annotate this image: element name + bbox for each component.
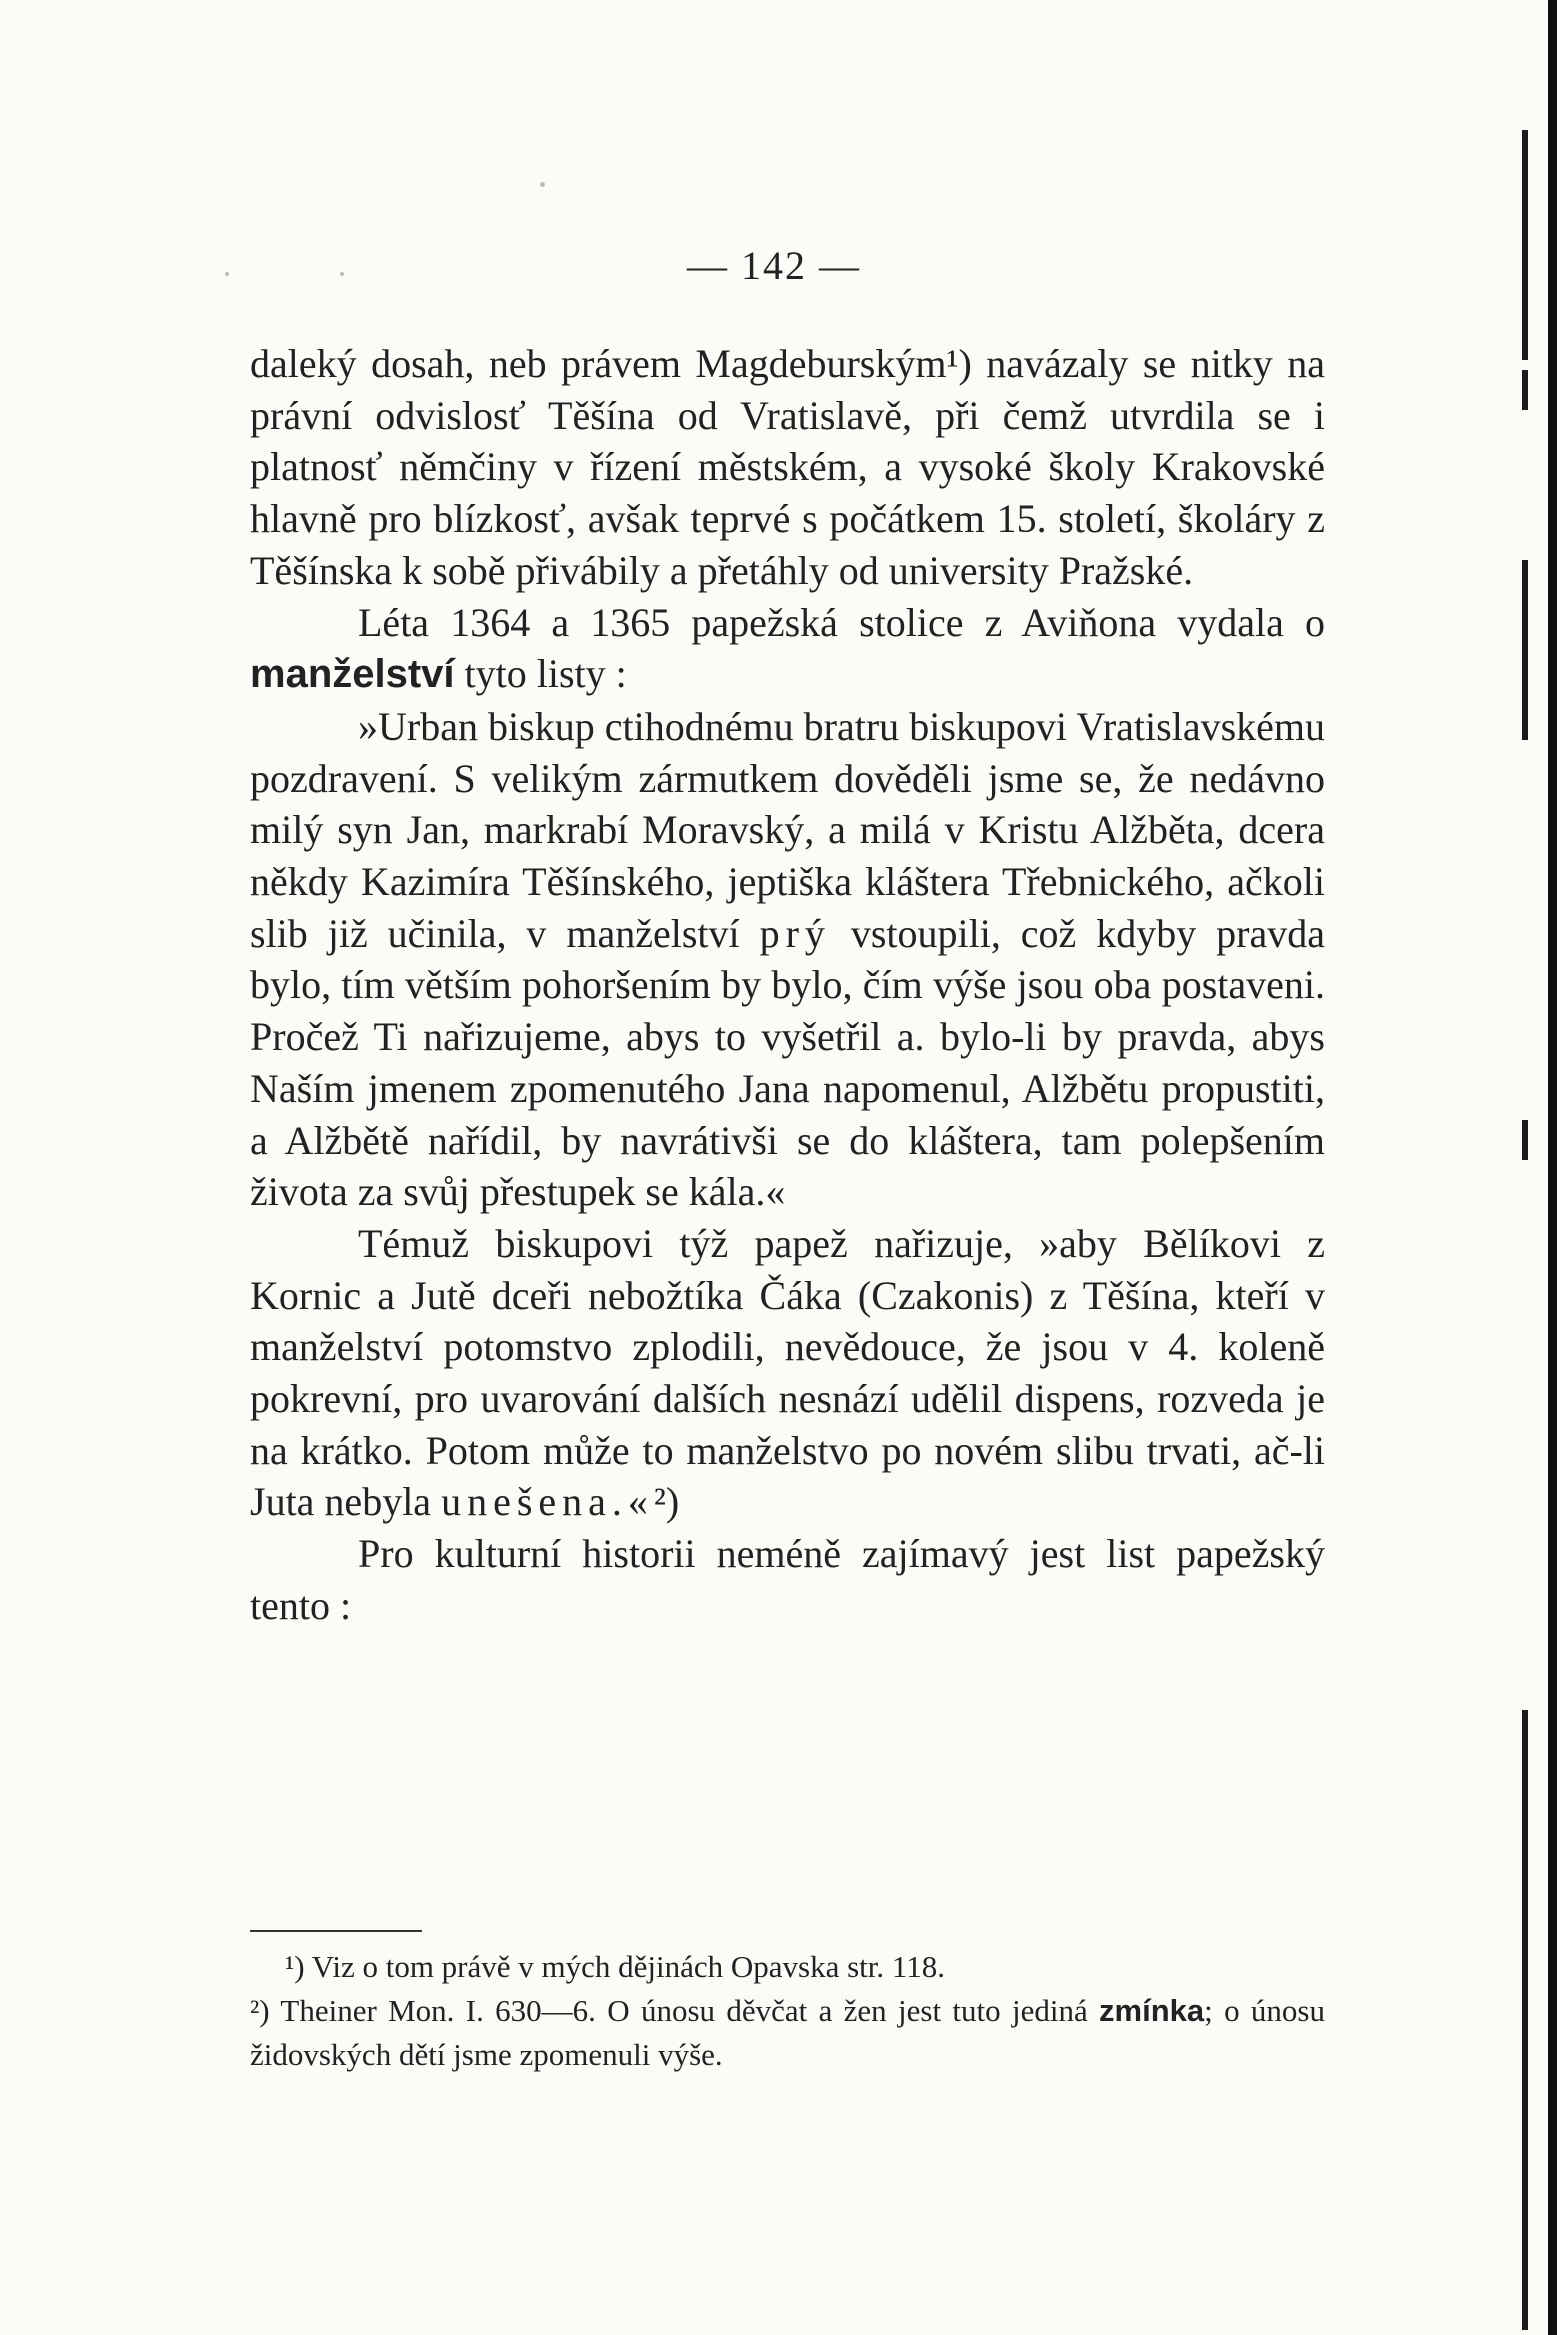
- paragraph-2: [250, 597, 1325, 701]
- paragraph-2-bold-word: manželství: [250, 652, 455, 697]
- scan-edge-mark: [1522, 1710, 1528, 2330]
- paragraph-2-start: Léta 1364 a 1365 papežská stolice z Aviňona vydala o: [358, 599, 1325, 645]
- paragraph-4-start: Témuž biskupovi týž papež nařizuje, »aby Bělíkovi z Kornic a Jutě dceři nebožtíka Čáka (Czakonis) z Těšína, kteří v manželství potomstvo zplodili, nevědouce, že jsou v 4. koleně pokrevní, pro uvarování dalších nesnází udělil dispens, rozveda je na krátko. Potom může to manželstvo po novém slibu trvati, ač-li Juta nebyla: [250, 1220, 1325, 1525]
- scan-edge-mark: [1522, 1120, 1528, 1160]
- paragraph-2-end: tyto listy :: [454, 651, 627, 697]
- paragraph-5: Pro kulturní historii neméně zajímavý jest list papežský tento :: [250, 1531, 1325, 1628]
- footnote-1: ¹) Viz o tom právě v mých dějinách Opavska str. 118.: [285, 1949, 946, 1984]
- scan-edge-mark: [1522, 130, 1528, 360]
- footnote-divider: [250, 1930, 422, 1932]
- footnotes: [250, 1945, 1325, 2077]
- scan-edge-mark: [1522, 560, 1528, 740]
- footnote-2-end: ; o únosu židovských dětí jsme zpomenuli výše.: [250, 1993, 1325, 2072]
- page-number: — 142 —: [687, 243, 861, 288]
- scan-edge-mark: [1522, 370, 1528, 410]
- footnote-2-bold-word: zmínka: [1099, 1993, 1205, 2028]
- paragraph-3-start: »Urban biskup ctihodnému bratru biskupovi Vratislavskému pozdravení. S velikým zármutkem dověděli jsme se, že nedávno milý syn Jan, markrabí Moravský, a milá v Kristu Alžběta, dcera někdy Kazimíra Těšínského, jeptiška kláštera Třebnického, ačkoli slib již učinila, v manželství: [250, 703, 1325, 956]
- paragraph-1: daleký dosah, neb právem Magdeburským¹) navázaly se nitky na právní odvislosť Těšína od Vratislavě, při čemž utvrdila se i platnosť němčiny v řízení městském, a vysoké školy Krakovské hlavně pro blízkosť, avšak teprvé s počátkem 15. století, školáry z Těšínska k sobě přivábily a přetáhly od university Pražské.: [250, 341, 1325, 593]
- paragraph-3-spaced-word: prý: [759, 910, 831, 956]
- paragraph-3-end: vstoupili, což kdyby pravda bylo, tím větším pohoršením by bylo, čím výše jsou oba postaveni. Pročež Ti nařizujeme, abys to vyšetřil a. bylo-li by pravda, abys Naším jmenem zpomenutého Jana napomenul, Alžbětu propustiti, a Alžbětě nařídil, by navrátivši se do kláštera, tam polepšením života za svůj přestupek se kála.«: [250, 910, 1325, 1215]
- scan-border: [1548, 0, 1557, 2335]
- paragraph-4-spaced-word: unešena.«: [441, 1479, 654, 1525]
- paragraph-3: [250, 701, 1325, 1218]
- paragraph-4: [250, 1218, 1325, 1528]
- body-text: [250, 338, 1325, 1632]
- paragraph-4-end: ²): [653, 1479, 680, 1525]
- footnote-2-start: ²) Theiner Mon. I. 630—6. O únosu děvčat a žen jest tuto jediná: [250, 1993, 1100, 2028]
- footnote-2: [250, 1989, 1325, 2077]
- scan-speck: [540, 182, 545, 187]
